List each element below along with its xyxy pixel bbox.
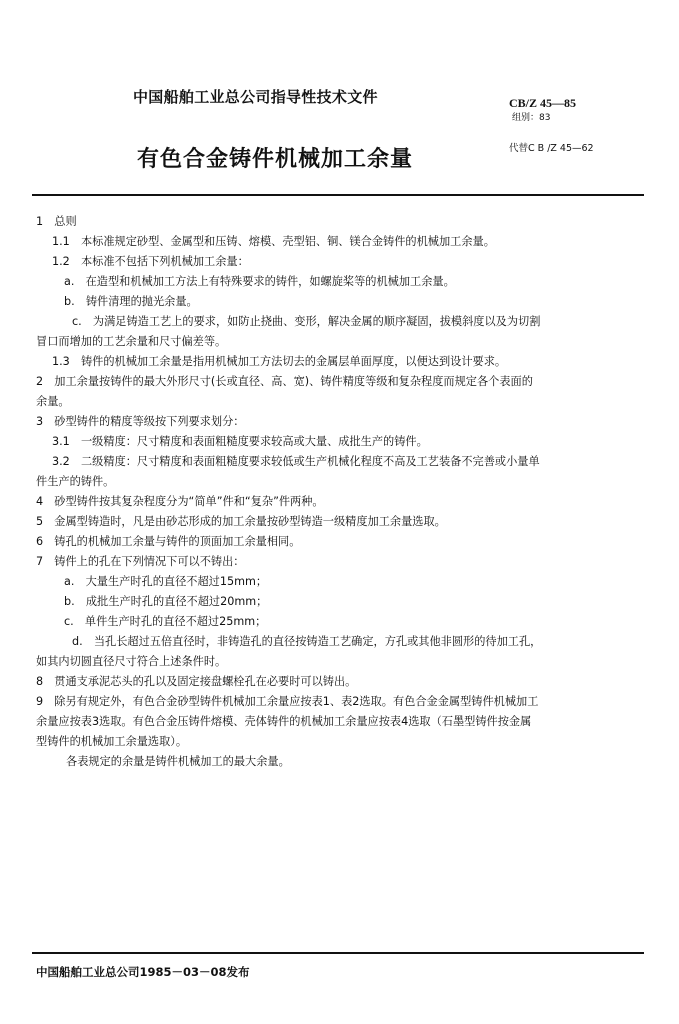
paragraph-line: 冒口而增加的工艺余量和尺寸偏差等。	[36, 335, 227, 348]
group-number: 组别：83	[512, 113, 551, 123]
paragraph-line: 6 铸孔的机械加工余量与铸件的顶面加工余量相同。	[36, 535, 301, 548]
paragraph-line: b. 成批生产时孔的直径不超过20mm；	[64, 595, 268, 608]
paragraph-line: 5 金属型铸造时，凡是由砂芯形成的加工余量按砂型铸造一级精度加工余量选取。	[36, 515, 446, 528]
footer-divider	[32, 952, 644, 954]
paragraph-line: 件生产的铸件。	[36, 475, 115, 488]
paragraph-line: 型铸件的机械加工余量选取）。	[36, 735, 188, 748]
paragraph-line: 1.3 铸件的机械加工余量是指用机械加工方法切去的金属层单面厚度，以便达到设计要求。	[52, 355, 507, 368]
paragraph-line: a. 大量生产时孔的直径不超过15mm；	[64, 575, 268, 588]
paragraph-line: b. 铸件清理的抛光余量。	[64, 295, 198, 308]
issuing-organization: 中国船舶工业总公司指导性技术文件	[133, 88, 378, 106]
paragraph-line: 8 贯通支承泥芯头的孔以及固定接盘螺栓孔在必要时可以铸出。	[36, 675, 357, 688]
replaces-standard: 代替C B /Z 45—62	[509, 143, 594, 154]
paragraph-line: 2 加工余量按铸件的最大外形尺寸(长或直径、高、宽)、铸件精度等级和复杂程度而规定各个表面的	[36, 375, 533, 388]
paragraph-line: 余量。	[36, 395, 70, 408]
paragraph-line: 各表规定的余量是铸件机械加工的最大余量。	[66, 755, 290, 768]
paragraph-line: 9 除另有规定外，有色合金砂型铸件机械加工余量应按表1、表2选取。有色合金金属型铸件机械加工	[36, 695, 539, 708]
paragraph-line: 1.2 本标准不包括下列机械加工余量：	[52, 255, 249, 268]
paragraph-line: a. 在造型和机械加工方法上有特殊要求的铸件，如螺旋桨等的机械加工余量。	[64, 275, 455, 288]
standard-code: CB/Z 45—85	[509, 96, 577, 110]
paragraph-line: 3.1 一级精度：尺寸精度和表面粗糙度要求较高或大量、成批生产的铸件。	[52, 435, 428, 448]
paragraph-line: c. 为满足铸造工艺上的要求，如防止挠曲、变形，解决金属的顺序凝固，拔模斜度以及为切割	[72, 315, 541, 328]
paragraph-line: 4 砂型铸件按其复杂程度分为“简单”件和“复杂”件两种。	[36, 495, 324, 508]
paragraph-line: c. 单件生产时孔的直径不超过25mm；	[64, 615, 267, 628]
paragraph-line: 1.1 本标准规定砂型、金属型和压铸、熔模、壳型铝、铜、镁合金铸件的机械加工余量。	[52, 235, 495, 248]
paragraph-line: 如其内切圆直径尺寸符合上述条件时。	[36, 655, 227, 668]
paragraph-line: 3.2 二级精度：尺寸精度和表面粗糙度要求较低或生产机械化程度不高及工艺装备不完善或小量单	[52, 455, 540, 468]
document-title: 有色合金铸件机械加工余量	[137, 147, 414, 172]
paragraph-line: 1 总则	[36, 215, 77, 228]
paragraph-line: 7 铸件上的孔在下列情况下可以不铸出：	[36, 555, 245, 568]
paragraph-line: 余量应按表3选取。有色合金压铸件熔模、壳体铸件的机械加工余量应按表4选取（石墨型铸件按金属	[36, 715, 532, 728]
issue-date: 中国船舶工业总公司1985－03－08发布	[36, 965, 250, 979]
header-divider	[32, 194, 644, 196]
document-body	[36, 212, 656, 772]
paragraph-line: 3 砂型铸件的精度等级按下列要求划分：	[36, 415, 245, 428]
paragraph-line: d. 当孔长超过五倍直径时，非铸造孔的直径按铸造工艺确定，方孔或其他非圆形的待加工孔，	[72, 635, 542, 648]
